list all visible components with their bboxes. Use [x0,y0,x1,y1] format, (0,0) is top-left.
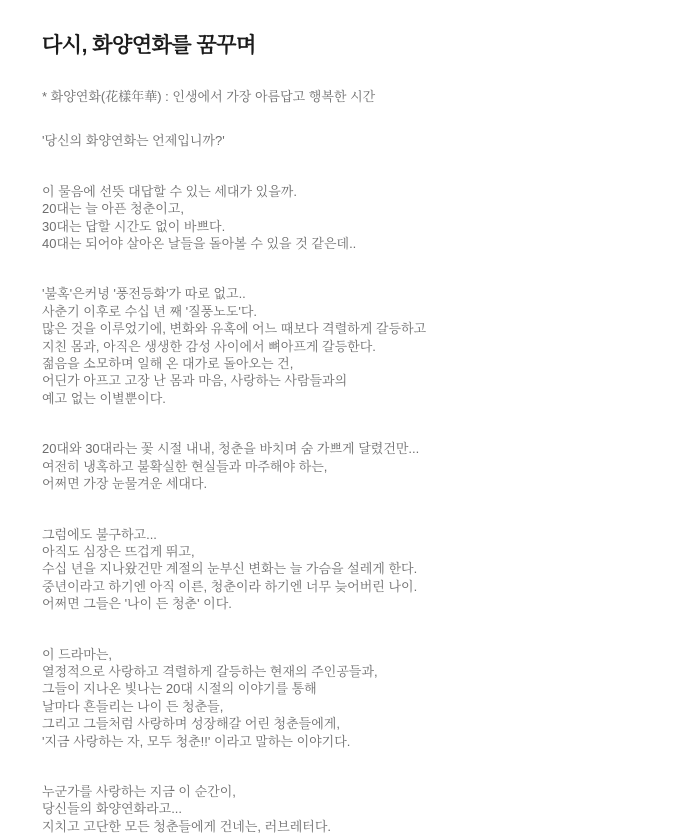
paragraph-line: 열정적으로 사랑하고 격렬하게 갈등하는 현재의 주인공들과, [42,663,378,679]
paragraph-line: 어쩌면 가장 눈물겨운 세대다. [42,476,208,492]
paragraph-line: '불혹'은커녕 '풍전등화'가 따로 없고.. [42,286,246,302]
definition-note: * 화양연화(花樣年華) : 인생에서 가장 아름답고 행복한 시간 [42,89,376,104]
paragraph [42,646,660,750]
paragraph-line: 지치고 고단한 모든 청춘들에게 건네는, 러브레터다. [42,818,332,834]
paragraph-line: 지친 몸과, 아직은 생생한 감성 사이에서 뼈아프게 갈등한다. [42,338,376,354]
paragraph [42,285,660,407]
paragraph-line: 중년이라고 하기엔 아직 이른, 청춘이라 하기엔 너무 늦어버린 나이. [42,578,418,594]
body-paragraphs [42,183,660,835]
paragraph-line: 20대와 30대라는 꽃 시절 내내, 청춘을 바치며 숨 가쁘게 달렸건만... [42,441,420,457]
paragraph-line: 그리고 그들처럼 사랑하며 성장해갈 어린 청춘들에게, [42,716,340,732]
paragraph-line: 20대는 늘 아픈 청춘이고, [42,201,184,217]
paragraph-line: 수십 년을 지나왔건만 계절의 눈부신 변화는 늘 가슴을 설레게 한다. [42,561,418,577]
paragraph-line: 어딘가 아프고 고장 난 몸과 마음, 사랑하는 사람들과의 [42,373,348,389]
paragraph-line: 누군가를 사랑하는 지금 이 순간이, [42,783,236,799]
paragraph-line: 이 물음에 선뜻 대답할 수 있는 세대가 있을까. [42,183,297,199]
paragraph-line: 많은 것을 이루었기에, 변화와 유혹에 어느 때보다 격렬하게 갈등하고 [42,321,427,337]
paragraph [42,526,660,613]
paragraph-line: 사춘기 이후로 수십 년 째 '질풍노도'다. [42,303,258,319]
paragraph-line: 날마다 흔들리는 나이 든 청춘들, [42,698,224,714]
paragraph-line: 아직도 심장은 뜨겁게 뛰고, [42,543,195,559]
paragraph-line: 그럼에도 불구하고... [42,526,157,542]
paragraph [42,183,660,253]
paragraph [42,783,660,835]
paragraph-line: '지금 사랑하는 자, 모두 청춘!!' 이라고 말하는 이야기다. [42,733,351,749]
paragraph-line: 당신들의 화양연화라고... [42,801,183,817]
paragraph-line: 그들이 지나온 빛나는 20대 시절의 이야기를 통해 [42,681,317,697]
paragraph-line: 40대는 되어야 살아온 날들을 돌아볼 수 있을 것 같은데.. [42,236,357,252]
paragraph-line: 30대는 답할 시간도 없이 바쁘다. [42,218,226,234]
paragraph [42,440,660,492]
paragraph-line: 젊음을 소모하며 일해 온 대가로 돌아오는 건, [42,356,294,372]
paragraph-line: 이 드라마는, [42,646,113,662]
tagline-question: '당신의 화양연화는 언제입니까?' [42,133,225,149]
paragraph-line: 어쩌면 그들은 '나이 든 청춘' 이다. [42,596,232,612]
paragraph-line: 예고 없는 이별뿐이다. [42,390,166,406]
page-title: 다시, 화양연화를 꿈꾸며 [42,34,256,57]
paragraph-line: 여전히 냉혹하고 불확실한 현실들과 마주해야 하는, [42,458,328,474]
